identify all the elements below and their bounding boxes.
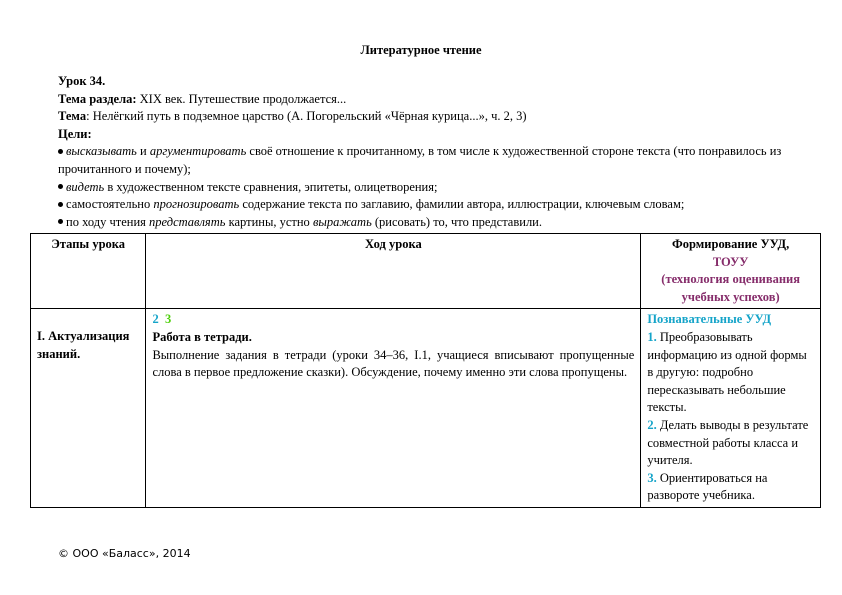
uud-cell — [641, 309, 821, 508]
bullet-icon — [58, 149, 63, 154]
header-course: Ход урока — [146, 234, 641, 309]
page-title: Литературное чтение — [360, 43, 482, 57]
header-stages: Этапы урока — [31, 234, 146, 309]
goal-text: самостоятельно — [66, 197, 154, 212]
goals-label: Цели: — [58, 126, 92, 141]
uud-title: Познавательные УУД — [647, 312, 772, 327]
section-label: Тема раздела: — [58, 91, 137, 106]
section-line — [58, 91, 798, 109]
uud-text: Делать выводы в результате совместной работы класса и учителя. — [647, 417, 809, 468]
header-tech: (технология оценивания учебных успехов) — [661, 272, 801, 304]
uud-number: 2. — [647, 417, 657, 432]
slide-number: 3 — [164, 312, 172, 327]
uud-item — [647, 417, 814, 470]
uud-text: Преобразовывать информацию из одной формы в другую: подробно пересказывать небольшие тексты. — [647, 329, 807, 415]
header-touu: ТОУУ — [712, 254, 749, 269]
lesson-header — [58, 73, 798, 231]
goal-item — [58, 214, 798, 232]
goal-verb: прогнозировать — [153, 197, 240, 212]
work-text: Выполнение задания в тетради (уроки 34–36, I.1, учащиеся вписывают пропущенные слова в первое предложение сказки). Обсуждение, почему именно эти слова пропущены. — [152, 347, 635, 380]
stage-title: I. Актуализация знаний. — [37, 329, 130, 361]
goal-verb: высказывать — [66, 144, 137, 159]
header-uud — [641, 234, 821, 309]
table-header-row — [31, 234, 821, 309]
topic-value: : Нелёгкий путь в подземное царство (А. Погорельский «Чёрная курица...», ч. 2, 3) — [86, 109, 527, 124]
uud-number: 3. — [647, 470, 657, 485]
goal-text: по ходу чтения — [66, 214, 150, 229]
bullet-icon — [58, 184, 63, 189]
goal-verb: видеть — [66, 179, 105, 194]
uud-item — [647, 470, 814, 505]
topic-line — [58, 108, 798, 126]
uud-number: 1. — [647, 329, 657, 344]
goal-text: картины, устно — [225, 214, 313, 229]
goal-item — [58, 143, 798, 178]
goal-text: в художественном тексте сравнения, эпитеты, олицетворения; — [104, 179, 438, 194]
table-row — [31, 309, 821, 508]
goal-verb: представлять — [149, 214, 226, 229]
work-title: Работа в тетради. — [152, 329, 252, 344]
goal-text: своё отношение к прочитанному, в том числе к художественной стороне текста (что понравилось из прочитанного и почему); — [58, 144, 782, 176]
uud-item — [647, 329, 814, 417]
bullet-icon — [58, 219, 63, 224]
stage-cell — [31, 309, 146, 508]
lesson-number: Урок 34. — [58, 74, 106, 88]
uud-text: Ориентироваться на развороте учебника. — [647, 470, 768, 503]
section-value: XIX век. Путешествие продолжается... — [136, 91, 347, 106]
goal-text: содержание текста по заглавию, фамилии автора, иллюстрации, ключевым словам; — [239, 197, 685, 212]
goal-item — [58, 196, 798, 214]
goal-item — [58, 179, 798, 197]
topic-label: Тема — [58, 109, 87, 124]
goal-verb: аргументировать — [149, 144, 247, 159]
copyright-footer: © ООО «Баласс», 2014 — [58, 547, 191, 560]
goal-text: и — [136, 144, 150, 159]
bullet-icon — [58, 202, 63, 207]
lesson-table — [30, 233, 821, 508]
header-uud-title: Формирование УУД, — [672, 237, 790, 251]
goal-verb: выражать — [312, 214, 372, 229]
goal-text: (рисовать) то, что представили. — [371, 214, 542, 229]
course-cell — [146, 309, 641, 508]
slide-numbers — [152, 311, 634, 329]
slide-number: 2 — [152, 312, 159, 327]
